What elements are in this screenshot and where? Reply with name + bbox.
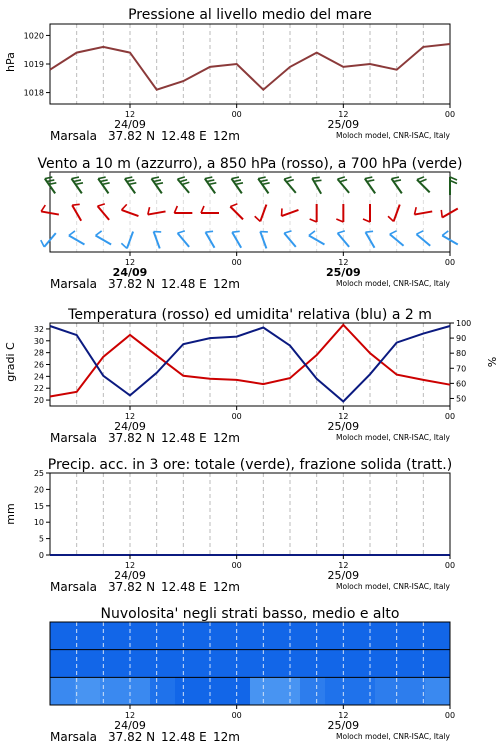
barb-feather — [98, 177, 105, 179]
location-lat: 37.82 N — [108, 129, 156, 143]
y-tick-label: 1019 — [23, 60, 44, 69]
wind-barb — [125, 177, 136, 193]
x-tick-label: 12 — [338, 711, 349, 720]
y-tick-label: 28 — [33, 348, 44, 358]
temperature-title: Temperatura (rosso) ed umidita' relativa (blu) a 2 m — [68, 307, 432, 323]
x-tick-label: 00 — [444, 412, 456, 421]
y-tick-label: 1018 — [23, 88, 44, 98]
location-lon: 12.48 E — [161, 277, 207, 291]
date-label: 25/09 — [327, 118, 360, 131]
barb-feather — [262, 183, 269, 185]
cloud-cell — [75, 677, 101, 705]
wind-barb — [152, 177, 163, 193]
humidity-line — [50, 326, 450, 402]
cloud-cell — [75, 622, 101, 650]
barb-feather — [314, 180, 322, 181]
date-label: 24/09 — [114, 569, 146, 582]
location-name: Marsala — [50, 580, 97, 594]
wind-barb — [310, 204, 317, 222]
pressure-line — [50, 44, 450, 90]
barb-feather — [156, 183, 163, 185]
barb-feather — [392, 177, 399, 179]
cloud-title: Nuvolosita' negli strati basso, medio e alto — [100, 606, 400, 622]
y-tick-label: 26 — [33, 360, 44, 370]
y-tick-label-right: 100 — [456, 319, 472, 328]
cloud-cell — [125, 677, 151, 705]
location-lat: 37.82 N — [108, 431, 156, 445]
barb-feather — [366, 231, 374, 232]
barb-feather — [236, 183, 243, 185]
barb-feather — [102, 183, 109, 185]
x-tick-label: 00 — [231, 561, 242, 570]
barb-feather — [258, 177, 265, 179]
cloud-cell — [325, 677, 351, 705]
y-tick-label: 15 — [33, 501, 44, 511]
x-tick-label: 12 — [124, 711, 136, 720]
location-lon: 12.48 E — [161, 129, 207, 143]
cloud-cell — [125, 622, 151, 650]
model-credit: Moloch model, CNR-ISAC, Italy — [336, 279, 450, 288]
wind-barb — [41, 233, 56, 247]
barb-feather — [284, 231, 291, 233]
y-tick-label: 25 — [33, 469, 44, 478]
location-alt: 12m — [213, 580, 240, 594]
y-tick-label-right: 70 — [456, 364, 467, 374]
location-alt: 12m — [213, 431, 240, 445]
y-tick-label: 22 — [33, 384, 44, 394]
wind-barb — [260, 232, 268, 249]
cloud-cell — [150, 650, 176, 678]
wind-barb — [45, 177, 56, 193]
barb-feather — [450, 177, 457, 180]
barb-feather — [206, 231, 214, 232]
x-tick-label: 12 — [338, 110, 349, 119]
x-tick-label: 00 — [444, 110, 456, 119]
barb-feather — [310, 219, 317, 222]
x-tick-label: 12 — [124, 412, 136, 421]
barb-feather — [442, 231, 448, 236]
barb-feather — [72, 177, 79, 179]
temperature-line — [50, 325, 450, 397]
wind-panel — [37, 156, 462, 291]
location-alt: 12m — [213, 129, 240, 143]
barb-feather — [122, 204, 127, 210]
barb-feather — [255, 216, 261, 221]
y-tick-label-right: 60 — [456, 379, 467, 389]
cloud-cell — [400, 650, 426, 678]
cloud-cell — [250, 622, 276, 650]
plot-frame — [50, 172, 450, 252]
x-tick-label: 12 — [338, 412, 349, 421]
cloud-cell — [400, 677, 426, 705]
barb-feather — [363, 219, 370, 222]
barb-feather — [260, 180, 267, 182]
y-tick-label: 20 — [33, 485, 44, 495]
x-tick-label: 00 — [231, 412, 242, 421]
cloud-cell — [275, 650, 301, 678]
barb-feather — [340, 180, 347, 182]
barb-feather — [45, 177, 52, 179]
x-tick-label: 00 — [444, 561, 456, 570]
x-tick-label: 12 — [124, 258, 136, 267]
cloud-cell — [50, 622, 76, 650]
barb-feather — [205, 177, 212, 179]
cloud-cell — [50, 650, 76, 678]
model-credit: Moloch model, CNR-ISAC, Italy — [336, 732, 450, 741]
y-tick-label: 5 — [38, 534, 44, 544]
cloud-cell — [300, 622, 326, 650]
wind-barb — [388, 205, 400, 222]
y-tick-label: 20 — [33, 396, 44, 406]
precipitation-panel — [4, 457, 455, 594]
barb-feather — [129, 183, 136, 185]
location-alt: 12m — [213, 730, 240, 744]
x-tick-label: 00 — [231, 258, 242, 267]
x-tick-label: 12 — [124, 561, 136, 570]
barb-feather — [72, 204, 80, 205]
barb-feather — [96, 231, 102, 236]
barb-feather — [152, 177, 159, 179]
barb-feather — [234, 180, 241, 182]
location-name: Marsala — [50, 431, 97, 445]
model-credit: Moloch model, CNR-ISAC, Italy — [336, 582, 450, 591]
cloud-cell — [200, 650, 226, 678]
barb-feather — [230, 204, 237, 207]
cloud-cell — [300, 677, 326, 705]
date-label: 24/09 — [112, 266, 148, 279]
barb-feather — [394, 180, 401, 182]
barb-feather — [338, 231, 345, 233]
barb-feather — [201, 206, 204, 213]
date-label: 24/09 — [114, 118, 146, 131]
model-credit: Moloch model, CNR-ISAC, Italy — [336, 131, 450, 140]
humidity-ylabel: % — [485, 356, 498, 368]
cloud-cell — [175, 650, 201, 678]
cloud-cell — [325, 650, 351, 678]
barb-feather — [312, 177, 320, 178]
y-tick-label: 30 — [33, 336, 44, 346]
y-tick-label: 32 — [33, 324, 44, 334]
cloud-cell — [400, 622, 426, 650]
barb-feather — [98, 204, 105, 206]
cloud-cell — [425, 677, 451, 705]
wind-barb — [98, 177, 109, 193]
pressure-title: Pressione al livello medio del mare — [128, 7, 372, 23]
barb-feather — [207, 180, 214, 182]
cloud-cell — [75, 650, 101, 678]
location-lat: 37.82 N — [108, 277, 156, 291]
barb-feather — [76, 183, 83, 185]
barb-feather — [69, 231, 75, 236]
barb-feather — [232, 177, 239, 179]
barb-feather — [365, 177, 372, 179]
cloud-cell — [350, 677, 376, 705]
wind-barb — [121, 232, 133, 249]
plot-frame — [50, 24, 450, 104]
barb-feather — [367, 180, 374, 182]
barb-feather — [121, 243, 127, 248]
barb-feather — [388, 216, 394, 221]
model-credit: Moloch model, CNR-ISAC, Italy — [336, 433, 450, 442]
wind-barb — [363, 204, 370, 222]
barb-feather — [47, 180, 54, 182]
x-tick-label: 12 — [338, 258, 349, 267]
wind-barb — [205, 177, 216, 193]
location-lon: 12.48 E — [161, 431, 207, 445]
date-label: 25/09 — [327, 420, 360, 433]
barb-feather — [338, 177, 345, 179]
y-tick-label: 1020 — [23, 31, 44, 41]
cloud-cell — [200, 622, 226, 650]
location-lon: 12.48 E — [161, 730, 207, 744]
cloud-cell — [250, 677, 276, 705]
x-tick-label: 00 — [231, 711, 242, 720]
barb-feather — [309, 231, 315, 236]
wind-barb — [72, 177, 83, 193]
cloud-cell — [125, 650, 151, 678]
pressure-ylabel: hPa — [4, 52, 17, 72]
cloud-cell — [350, 650, 376, 678]
barb-feather — [180, 180, 187, 182]
location-name: Marsala — [50, 129, 97, 143]
cloud-cell — [225, 622, 251, 650]
cloud-cell — [225, 650, 251, 678]
wind-barb — [72, 204, 81, 220]
barb-feather — [178, 231, 185, 233]
wind-barb — [154, 232, 162, 249]
cloud-cell — [300, 650, 326, 678]
barb-feather — [284, 177, 291, 179]
location-lat: 37.82 N — [108, 580, 156, 594]
barb-feather — [125, 177, 132, 179]
cloud-cell — [350, 622, 376, 650]
x-tick-label: 00 — [444, 711, 456, 720]
precipitation-ylabel: mm — [4, 503, 17, 525]
cloud-cell — [175, 622, 201, 650]
x-tick-label: 00 — [231, 110, 242, 119]
date-label: 24/09 — [114, 420, 146, 433]
cloud-cell — [175, 677, 201, 705]
barb-feather — [174, 206, 177, 213]
barb-feather — [441, 210, 442, 218]
barb-feather — [154, 180, 161, 182]
cloud-cell — [250, 650, 276, 678]
temperature-ylabel: gradi C — [4, 342, 17, 382]
barb-feather — [336, 219, 343, 222]
barb-feather — [74, 180, 81, 182]
wind-barb — [232, 177, 243, 193]
y-tick-label: 24 — [33, 372, 44, 382]
wind-barb — [336, 204, 343, 222]
cloud-cell — [225, 677, 251, 705]
x-tick-label: 12 — [338, 561, 349, 570]
wind-barb — [258, 177, 269, 193]
cloud-cell — [150, 677, 176, 705]
wind-title: Vento a 10 m (azzurro), a 850 hPa (rosso), a 700 hPa (verde) — [37, 156, 463, 172]
date-label: 25/09 — [326, 266, 361, 279]
cloud-cell — [275, 622, 301, 650]
plot-frame — [50, 473, 450, 555]
wind-barb — [255, 205, 267, 222]
barb-feather — [41, 240, 44, 247]
cloud-cell — [325, 622, 351, 650]
temperature-humidity-panel — [4, 307, 498, 445]
date-label: 25/09 — [327, 719, 360, 732]
y-tick-label: 10 — [33, 518, 44, 528]
barb-feather — [450, 181, 457, 184]
barb-feather — [178, 177, 185, 179]
wind-barb — [450, 177, 457, 195]
precipitation-title: Precip. acc. in 3 ore: totale (verde), frazione solida (tratt.) — [47, 457, 453, 473]
pressure-panel — [4, 7, 455, 143]
location-name: Marsala — [50, 730, 97, 744]
barb-feather — [209, 183, 216, 185]
y-tick-label-right: 80 — [456, 349, 467, 359]
location-name: Marsala — [50, 277, 97, 291]
date-label: 25/09 — [327, 569, 360, 582]
cloud-cell — [275, 677, 301, 705]
x-tick-label: 00 — [444, 258, 456, 267]
y-tick-label-right: 50 — [456, 394, 467, 404]
cloud-cell — [425, 622, 451, 650]
x-tick-label: 12 — [124, 110, 136, 119]
barb-feather — [286, 180, 293, 182]
cloud-cell — [425, 650, 451, 678]
cloud-cell — [150, 622, 176, 650]
cloud-cell — [50, 677, 76, 705]
cloud-cover-panel — [50, 606, 455, 744]
barb-feather — [390, 231, 397, 234]
y-tick-label: 0 — [38, 551, 44, 560]
location-lat: 37.82 N — [108, 730, 156, 744]
y-tick-label-right: 90 — [456, 334, 467, 344]
location-lon: 12.48 E — [161, 580, 207, 594]
barb-feather — [127, 180, 134, 182]
barb-feather — [41, 205, 45, 211]
plot-frame — [50, 323, 450, 406]
barb-feather — [100, 180, 107, 182]
barb-feather — [232, 231, 240, 232]
barb-feather — [416, 231, 423, 234]
date-label: 24/09 — [114, 719, 146, 732]
location-alt: 12m — [213, 277, 240, 291]
cloud-cell — [200, 677, 226, 705]
